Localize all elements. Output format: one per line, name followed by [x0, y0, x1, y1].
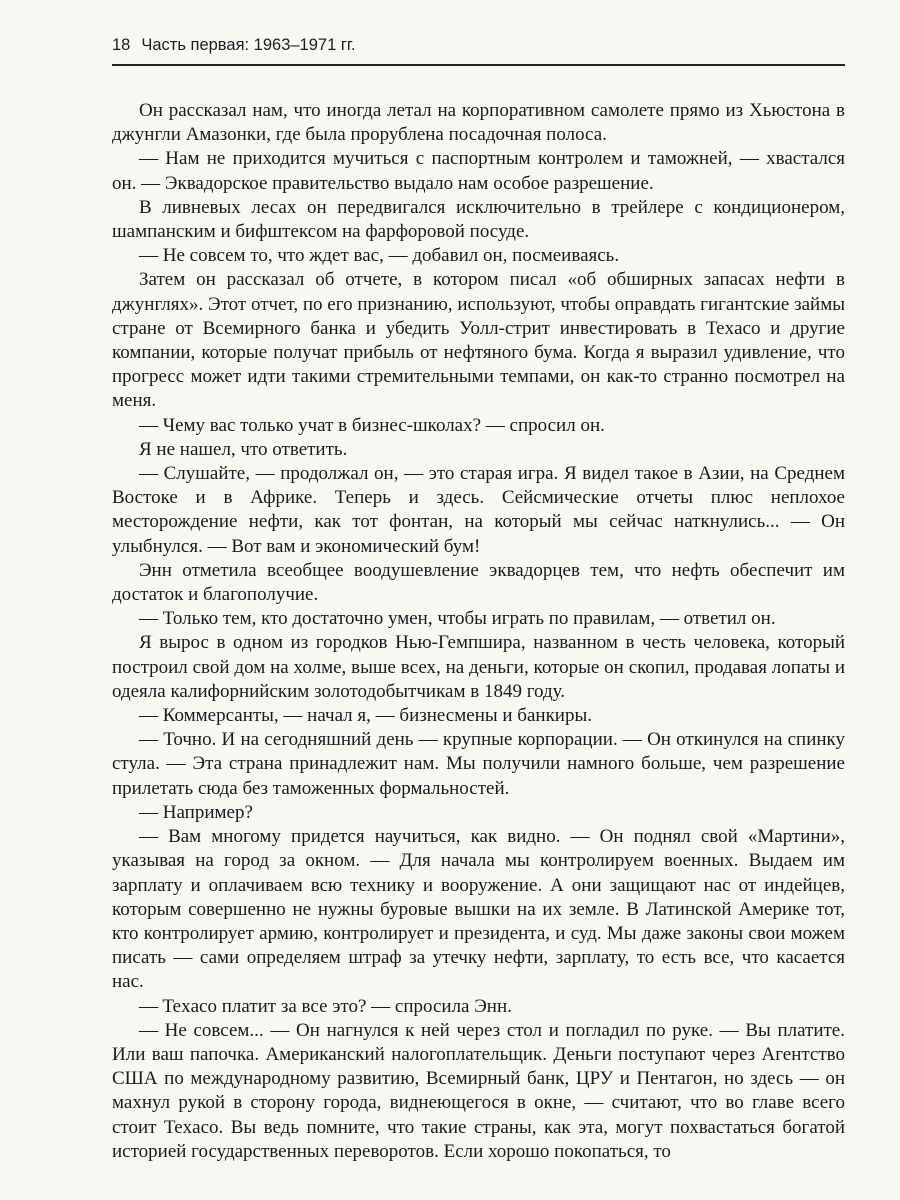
paragraph: — Не совсем то, что ждет вас, — добавил он, посмеиваясь.: [139, 245, 620, 267]
paragraph: — Точно. И на сегодняшний день — крупные корпорации. — Он откинулся на спинку стула. — Эта страна принадлежит нам. Мы получили намного больше, чем разрешение прилетать сюда без таможенных формальностей.: [112, 729, 845, 799]
paragraph: — Коммерсанты, — начал я, — бизнесмены и банкиры.: [139, 705, 592, 727]
paragraph: Я не нашел, что ответить.: [139, 438, 348, 460]
paragraph: Он рассказал нам, что иногда летал на корпоративном самолете прямо из Хьюстона в джунгли Амазонки, где была прорублена посадочная полоса.: [112, 100, 845, 146]
paragraph: — Нам не приходится мучиться с паспортным контролем и таможней, — хвастался он. — Эквадорское правительство выдало нам особое разрешение.: [112, 148, 845, 194]
paragraph: — Только тем, кто достаточно умен, чтобы играть по правилам, — ответил он.: [139, 608, 776, 630]
paragraph: — Texaco платит за все это? — спросила Энн.: [139, 995, 512, 1017]
paragraph: — Чему вас только учат в бизнес-школах? — спросил он.: [139, 414, 605, 436]
paragraph: Я вырос в одном из городков Нью-Гемпшира, названном в честь человека, который построил свой дом на холме, выше всех, на деньги, которые он скопил, продавая лопаты и одеяла калифорнийским золотодобытчикам в 1849 году.: [112, 632, 845, 702]
header-rule: [112, 64, 845, 66]
paragraph: Энн отметила всеобщее воодушевление эквадорцев тем, что нефть обеспечит им достаток и благополучие.: [112, 559, 845, 606]
paragraph: В ливневых лесах он передвигался исключительно в трейлере с кондиционером, шампанским и бифштексом на фарфоровой посуде.: [112, 196, 845, 243]
paragraph: — Вам многому придется научиться, как видно. — Он поднял свой «Мартини», указывая на город за окном. — Для начала мы контролируем военных. Выдаем им зарплату и оплачиваем всю технику и вооружение. А они защищают нас от индейцев, которым совершенно не нужны буровые вышки на их земле. В Латинской Америке тот, кто контролирует армию, контролирует и президента, и суд. Мы даже законы свои можем писать — сами определяем штраф за утечку нефти, зарплату, то есть все, что касается нас.: [112, 826, 845, 993]
paragraph: — Слушайте, — продолжал он, — это старая игра. Я видел такое в Азии, на Среднем Востоке и в Африке. Теперь и здесь. Сейсмические отчеты плюс неплохое месторождение нефти, как тот фонтан, на который мы сейчас наткнулись... — Он улыбнулся. — Вот вам и экономический бум!: [112, 463, 845, 557]
paragraph: Затем он рассказал об отчете, в котором писал «об обширных запасах нефти в джунглях». Этот отчет, по его признанию, используют, чтобы оправдать гигантские займы стране от Всемирного банка и убедить Уолл-стрит инвестировать в Texaco и другие компании, которые получат прибыль от нефтяного бума. Когда я выразил удивление, что прогресс может идти такими стремительными темпами, он как-то странно посмотрел на меня.: [112, 269, 845, 412]
running-header: [112, 36, 845, 64]
page-number: 18: [112, 36, 131, 54]
paragraph: — Например?: [139, 801, 253, 823]
running-title: Часть первая: 1963–1971 гг.: [141, 36, 356, 54]
paragraph: — Не совсем... — Он нагнулся к ней через стол и погладил по руке. — Вы платите. Или ваш папочка. Американский налогоплательщик. Деньги поступают через Агентство США по международному развитию, Всемирный банк, ЦРУ и Пентагон, но здесь — он махнул рукой в сторону города, виднеющегося в окне, — считают, что во главе всего стоит Texaco. Вы ведь помните, что такие страны, как эта, могут похвастаться богатой историей государственных переворотов. Если хорошо покопаться, то: [112, 1019, 845, 1162]
body-text: [112, 99, 845, 1164]
